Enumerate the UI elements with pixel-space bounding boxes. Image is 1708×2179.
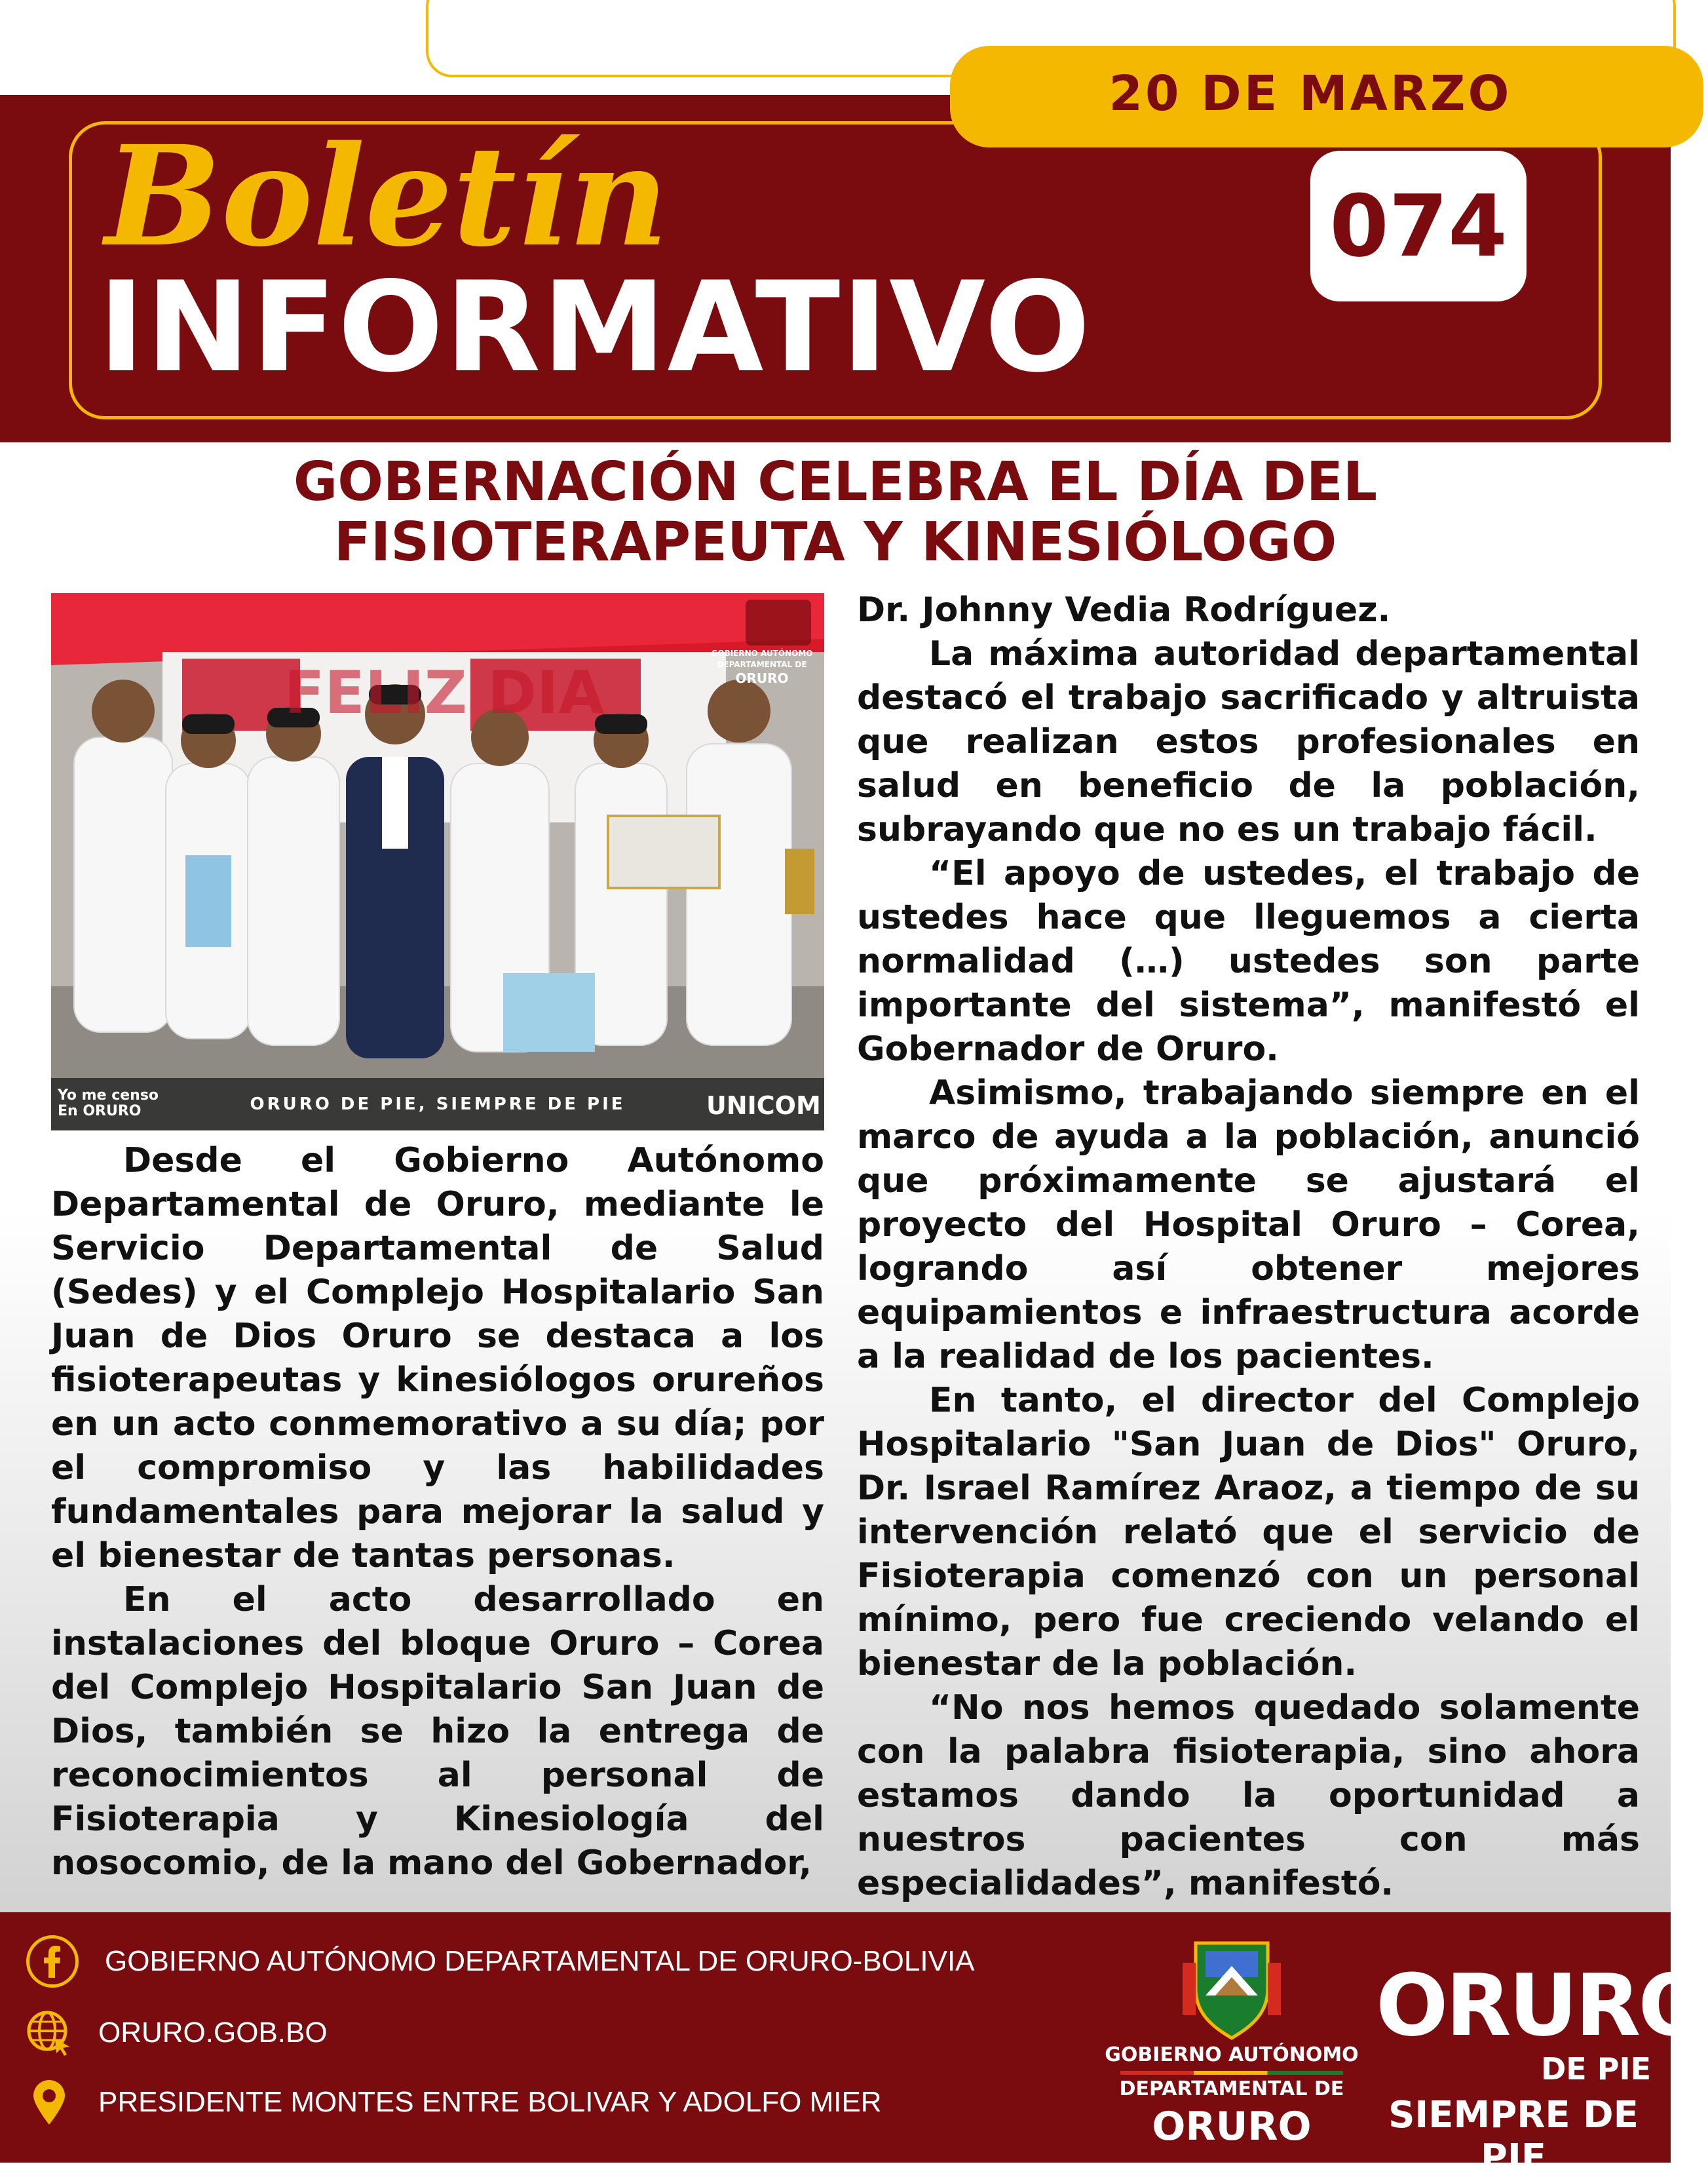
headline-line-1: GOBERNACIÓN CELEBRA EL DÍA DEL	[293, 451, 1378, 513]
paragraph: Dr. Johnny Vedia Rodríguez.	[857, 590, 1391, 630]
paragraph: “El apoyo de ustedes, el trabajo de ustedes hace que lleguemos a cierta normalidad (…) ustedes son parte importante del sistema”, manifestó el Gobernador de Oruro.	[857, 854, 1640, 1069]
title-main: INFORMATIVO	[98, 255, 1092, 400]
article-column-right	[857, 588, 1640, 1903]
slogan-siempre-de-pie: SIEMPRE DE PIE	[1388, 2094, 1639, 2179]
facebook-label: GOBIERNO AUTÓNOMO DEPARTAMENTAL DE ORURO-BOLIVIA	[105, 1945, 975, 1977]
globe-icon	[26, 2010, 72, 2056]
website-label: ORURO.GOB.BO	[98, 2016, 328, 2049]
bulletin-number: 074	[1329, 176, 1508, 276]
photo-logo-line-2: DEPARTAMENTAL DE	[717, 660, 807, 669]
footer-facebook[interactable]	[26, 1935, 1009, 1988]
footer-address	[26, 2076, 1009, 2129]
slogan-de-pie: DE PIE	[1541, 2051, 1651, 2087]
address-label: PRESIDENTE MONTES ENTRE BOLIVAR Y ADOLFO MIER	[98, 2086, 882, 2118]
photo-logo-line-3: ORURO	[735, 670, 789, 686]
gov-logo-line-1: GOBIERNO AUTÓNOMO	[1105, 2043, 1359, 2066]
location-pin-icon	[26, 2079, 72, 2125]
paragraph: “No nos hemos quedado solamente con la palabra fisioterapia, sino ahora estamos dando la oportunidad a nuestros pacientes con más especialidades”, manifestó.	[857, 1688, 1640, 1903]
paragraph: Asimismo, trabajando siempre en el marco de ayuda a la población, anunció que próximamente se ajustará el proyecto del Hospital Oruro – Corea, logrando así obtener mejores equipamientos e infraestructura acorde a la realidad de los pacientes.	[857, 1073, 1640, 1376]
photo-unicom-logo: UNICOM	[706, 1091, 821, 1120]
title-script: Boletín	[105, 115, 669, 277]
facebook-icon	[26, 1935, 79, 1988]
photo-logo-line-1: GOBIERNO AUTÓNOMO	[711, 649, 813, 658]
photo-census-logo: Yo me censo En ORURO	[58, 1087, 159, 1119]
article-headline	[98, 452, 1572, 577]
article-photo	[51, 593, 824, 1130]
gov-logo-tricolor-rule	[1120, 2071, 1343, 2075]
footer-website[interactable]	[26, 2007, 1009, 2059]
paragraph: La máxima autoridad departamental destacó el trabajo sacrificado y altruista que realizan estos profesionales en salud en beneficio de la población, subrayando que no es un trabajo fácil.	[857, 634, 1640, 849]
slogan-oruro: ORURO	[1376, 1956, 1708, 2055]
paragraph: En el acto desarrollado en instalaciones del bloque Oruro – Corea del Complejo Hospitalario San Juan de Dios, también se hizo la entrega de reconocimientos al personal de Fisioterapia y Kinesiología del nosocomio, de la mano del Gobernador,	[51, 1580, 824, 1883]
gov-logo-line-2: DEPARTAMENTAL DE	[1119, 2077, 1344, 2100]
photo-slogan: ORURO DE PIE, SIEMPRE DE PIE	[250, 1094, 626, 1114]
photo-banner-sign: FELIZ DIA	[284, 659, 605, 727]
article-column-left	[51, 1139, 824, 1893]
paragraph: Desde el Gobierno Autónomo Departamental de Oruro, mediante le Servicio Departamental de Salud (Sedes) y el Complejo Hospitalario San Juan de Dios Oruro se destaca a los fisioterapeutas y kinesiólogos orureños en un acto conmemorativo a su día; por el compromiso y las habilidades fundamentales para mejorar la salud y el bienestar de tantas personas.	[51, 1141, 824, 1575]
coat-of-arms-icon	[1176, 1937, 1287, 2041]
paragraph: En tanto, el director del Complejo Hospitalario "San Juan de Dios" Oruro, Dr. Israel Ramírez Araoz, a tiempo de su intervención relató que el servicio de Fisioterapia comenzó con un personal mínimo, pero fue creciendo velando el bienestar de la población.	[857, 1381, 1640, 1684]
gov-logo-line-3: ORURO	[1152, 2104, 1312, 2150]
headline-line-2: FISIOTERAPEUTA Y KINESIÓLOGO	[333, 511, 1337, 573]
bulletin-date: 20 DE MARZO	[1109, 66, 1512, 122]
